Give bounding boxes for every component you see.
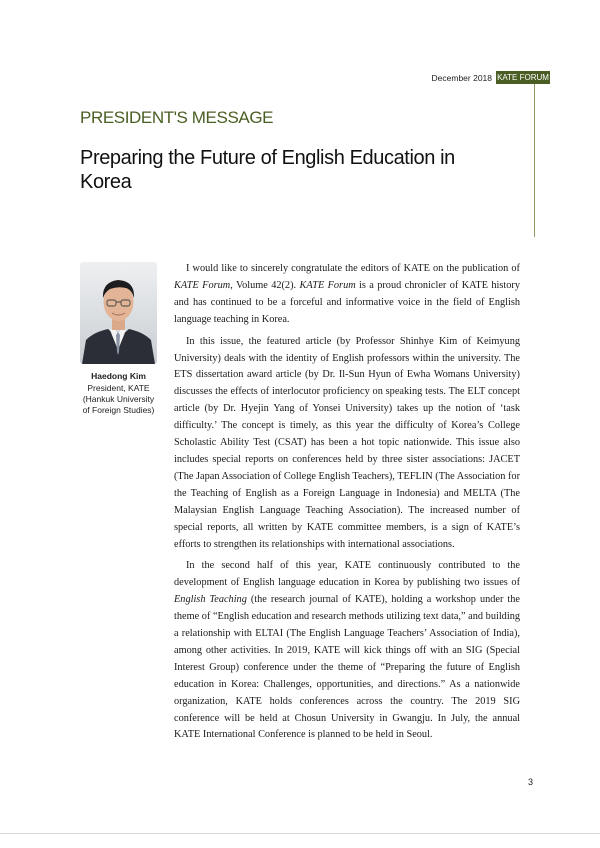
author-affiliation-line1: (Hankuk University [82,394,155,404]
author-role: President, KATE [87,383,150,393]
page-number: 3 [528,777,534,787]
paragraph-1-text-c: is a proud chronicler of KATE history and has continued to be a forceful and informative voice in the field of English language teaching in Korea. [174,279,520,325]
publication-badge: KATE FORUM [497,73,549,82]
paragraph-1 [174,261,520,329]
paragraph-3 [174,558,520,744]
article-title: Preparing the Future of English Education in Korea [80,147,455,193]
header-vertical-rule [534,84,535,237]
paragraph-1-text-b: , Volume 42(2). [230,279,300,291]
page-bottom-rule [0,833,600,834]
journal-name-italic: KATE Forum [299,279,356,291]
issue-date: December 2018 [431,73,492,83]
section-title: PRESIDENT'S MESSAGE [80,108,274,127]
author-affiliation-line2: of Foreign Studies) [82,405,155,415]
author-caption [72,371,165,416]
message-body [174,261,520,749]
journal-name-italic: KATE Forum [174,279,231,291]
paragraph-3-text-b: (the research journal of KATE), holding a workshop under the theme of “English education and research methods utilizing text data,” and building a relationship with ELTAI (The English Language Teachers’ Association of India), among other activities. In 2019, KATE will kick things off with an SIG (Special Interest Group) conference under the theme of “Preparing the future of English education in Korea: Challenges, opportunities, and directions.” As a nationwide organization, KATE holds conferences across the country. The 2019 SIG conference will be held at Chosun University in Gwangju. In July, the annual KATE International Conference is planned to be held in Seoul. [174,594,520,741]
author-name: Haedong Kim [91,371,146,381]
paragraph-2: In this issue, the featured article (by Professor Shinhye Kim of Keimyung University) deals with the identity of English professors within the university. The ETS dissertation award article (by Dr. Il-Sun Hyun of Ewha Womans University) discusses the effects of interlocutor proficiency on speaking tests. The ELT concept article (by Dr. Hyejin Yang of Yonsei University) takes up the notion of ‘task difficulty.’ The concept is timely, as this year the difficulty of Korea’s College Scholastic Ability Test (CSAT) has been a hot topic nationwide. This issue also includes special reports on conferences held by three sister associations: JACET (The Japan Association of College English Teachers), TEFLIN (The Association for the Teaching of English as a Foreign Language in Indonesia) and MELTA (The Malaysian English Language Teaching Association). The increased number of special reports, all written by KATE committee members, is a sign of KATE’s efforts to strengthen its relationships with international associations. [174,335,520,550]
author-photo [80,262,157,364]
portrait-image [80,262,157,364]
journal-title-italic: English Teaching [174,594,247,606]
paragraph-3-text-a: In the second half of this year, KATE continuously contributed to the development of English language education in Korea by publishing two issues of [174,560,520,589]
paragraph-1-text-a: I would like to sincerely congratulate the editors of KATE on the publication of [186,263,520,274]
